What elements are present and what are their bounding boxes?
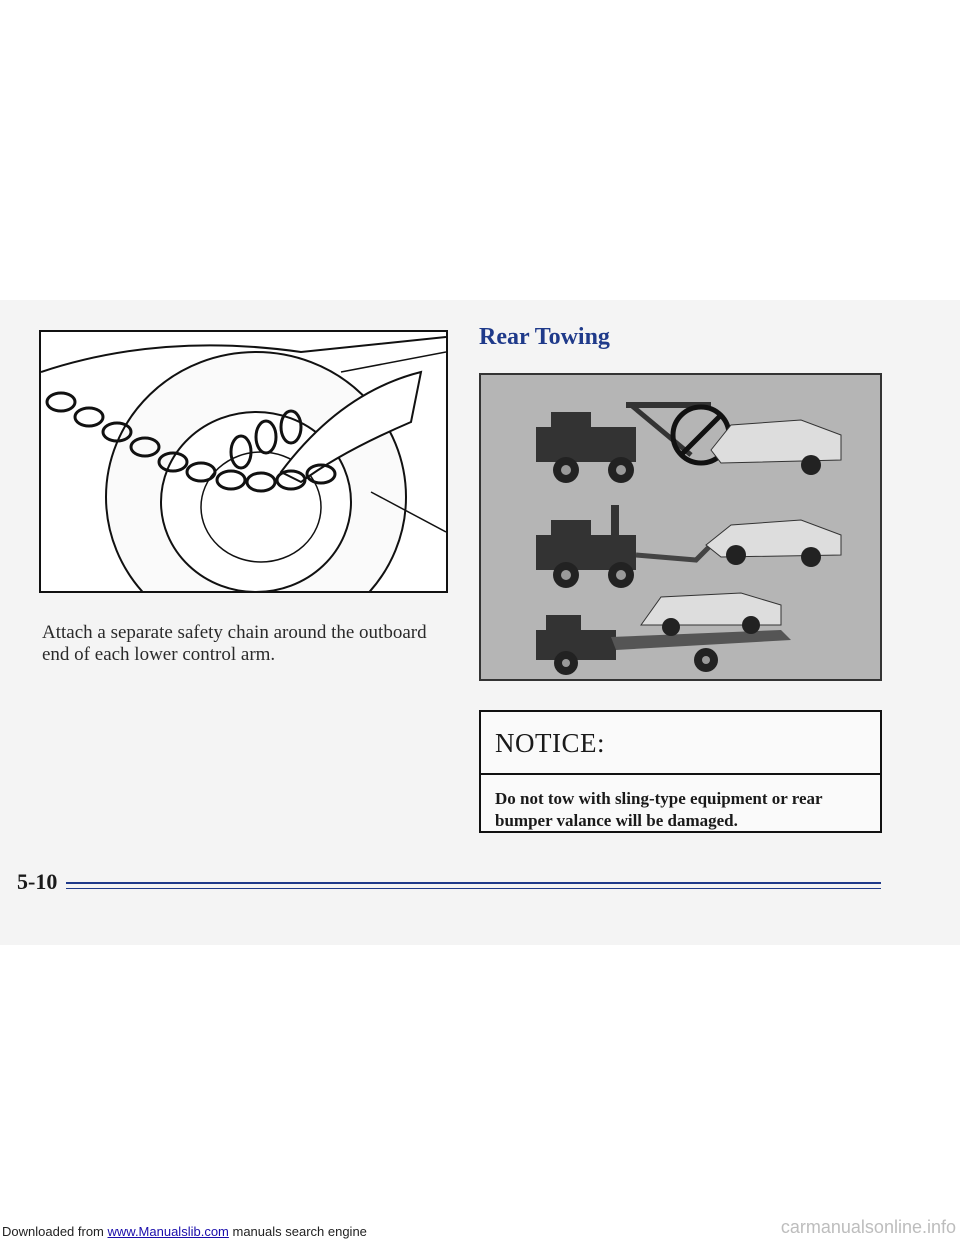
- notice-body: Do not tow with sling-type equipment or rear bumper valance will be damaged.: [495, 789, 823, 830]
- rear-towing-illustration: [479, 373, 882, 681]
- illustration-caption: Attach a separate safety chain around the outboard end of each lower control arm.: [42, 622, 427, 665]
- notice-box: [479, 710, 882, 833]
- section-heading: Rear Towing: [479, 324, 610, 350]
- download-footer: [2, 1224, 367, 1239]
- footer-prefix: Downloaded from: [2, 1224, 108, 1239]
- footer-rule-thin: [66, 888, 881, 889]
- manualslib-link[interactable]: www.Manualslib.com: [107, 1224, 229, 1239]
- page-number: 5-10: [17, 869, 58, 894]
- watermark: carmanualsonline.info: [780, 1217, 956, 1237]
- notice-divider: [481, 773, 880, 775]
- tow-trucks-drawing: [481, 375, 880, 679]
- chain-tire-drawing: [41, 332, 446, 591]
- footer-rule: [66, 882, 881, 884]
- safety-chain-illustration: [39, 330, 448, 593]
- notice-title: NOTICE:: [495, 728, 605, 758]
- footer-suffix: manuals search engine: [228, 1224, 367, 1239]
